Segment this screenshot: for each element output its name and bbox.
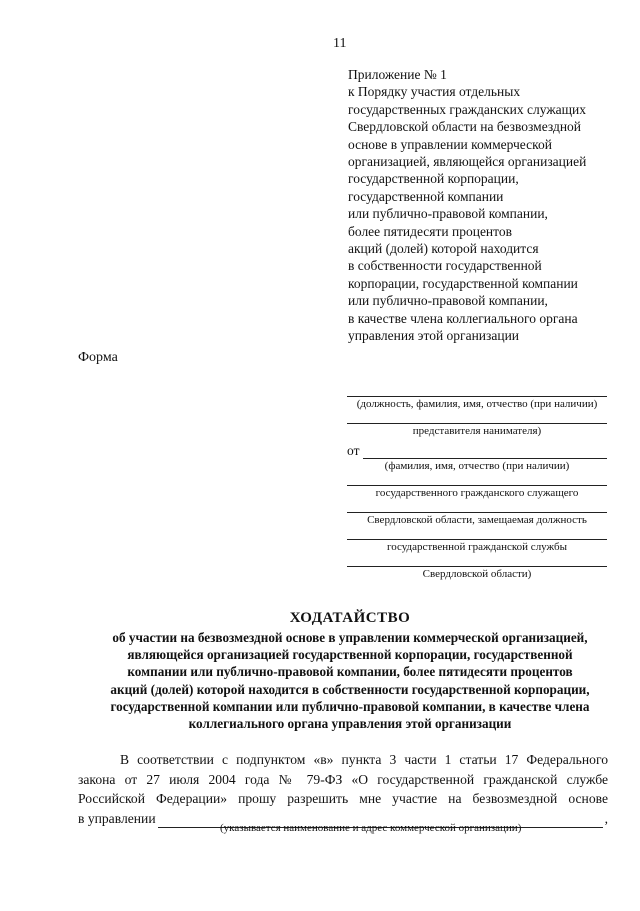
appendix-header xyxy=(348,66,586,345)
appendix-line: основе в управлении коммерческой xyxy=(348,136,552,152)
appendix-line: управления этой организации xyxy=(348,328,520,344)
subtitle-line: об участии на безвозмездной основе в управлении коммерческой организацией, xyxy=(112,630,588,645)
field-caption: государственного гражданского служащего xyxy=(375,487,579,499)
field-caption: Свердловской области) xyxy=(422,568,532,580)
field-caption: Свердловской области, замещаемая должность xyxy=(367,514,587,526)
field-caption: (должность, фамилия, имя, отчество (при наличии) xyxy=(356,398,598,410)
appendix-line: государственной компании xyxy=(348,188,504,204)
appendix-line: корпорации, государственной компании xyxy=(348,275,578,291)
from-row xyxy=(347,441,607,459)
appendix-line: или публично-правовой компании, xyxy=(348,206,548,222)
blank-line[interactable] xyxy=(363,446,607,459)
subtitle-line: являющейся организацией государственной корпорации, государственной xyxy=(127,647,573,663)
appendix-line: более пятидесяти процентов xyxy=(348,223,513,239)
subtitle-line: государственной компании или публично-правовой компании, в качестве члена xyxy=(110,698,590,714)
petition-subtitle xyxy=(60,629,640,732)
appendix-line: государственной корпорации, xyxy=(348,171,519,187)
appendix-line: в качестве члена коллегиального органа xyxy=(348,310,578,326)
organization-caption: (указывается наименование и адрес коммерческой организации) xyxy=(220,822,522,834)
body-line: Российской Федерации» прошу разрешить мне участие на безвозмездной основе xyxy=(78,791,608,807)
appendix-line: в собственности государственной xyxy=(348,258,542,274)
appendix-line: или публично-правовой компании, xyxy=(348,293,548,309)
blank-line[interactable] xyxy=(347,554,607,567)
appendix-line: акций (долей) которой находится xyxy=(348,241,539,257)
field-caption: представителя нанимателя) xyxy=(412,425,542,437)
addressee-block xyxy=(347,384,607,581)
body-line-suffix: , xyxy=(604,810,608,826)
body-line: закона от 27 июля 2004 года № 79-ФЗ «О государственной гражданской службе xyxy=(78,771,608,787)
subtitle-line: коллегиального органа управления этой организации xyxy=(188,716,512,732)
petition-title: ХОДАТАЙСТВО xyxy=(289,610,411,626)
field-caption: государственной гражданской службы xyxy=(387,541,567,553)
appendix-line: к Порядку участия отдельных xyxy=(348,84,521,100)
body-line-prefix: в управлении xyxy=(78,810,156,826)
subtitle-line: компании или публично-правовой компании, более пятидесяти процентов xyxy=(127,664,573,680)
appendix-line: организацией, являющейся организацией xyxy=(348,154,587,170)
petition-heading xyxy=(60,610,640,732)
field-caption: (фамилия, имя, отчество (при наличии) xyxy=(384,460,570,472)
page-number: 11 xyxy=(333,36,347,51)
petition-body xyxy=(78,750,608,828)
form-label: Форма xyxy=(78,350,118,365)
blank-line[interactable] xyxy=(347,500,607,513)
from-label: от xyxy=(347,443,360,458)
blank-line[interactable] xyxy=(347,411,607,424)
blank-line[interactable] xyxy=(347,527,607,540)
appendix-line: Приложение № 1 xyxy=(348,67,447,82)
blank-line[interactable] xyxy=(347,473,607,486)
subtitle-line: акций (долей) которой находится в собственности государственной корпорации, xyxy=(110,681,590,697)
appendix-line: Свердловской области на безвозмездной xyxy=(348,119,582,135)
body-line: В соответствии с подпунктом «в» пункта 3 части 1 статьи 17 Федерального xyxy=(120,752,608,767)
blank-line[interactable] xyxy=(347,384,607,397)
appendix-line: государственных гражданских служащих xyxy=(348,101,587,117)
